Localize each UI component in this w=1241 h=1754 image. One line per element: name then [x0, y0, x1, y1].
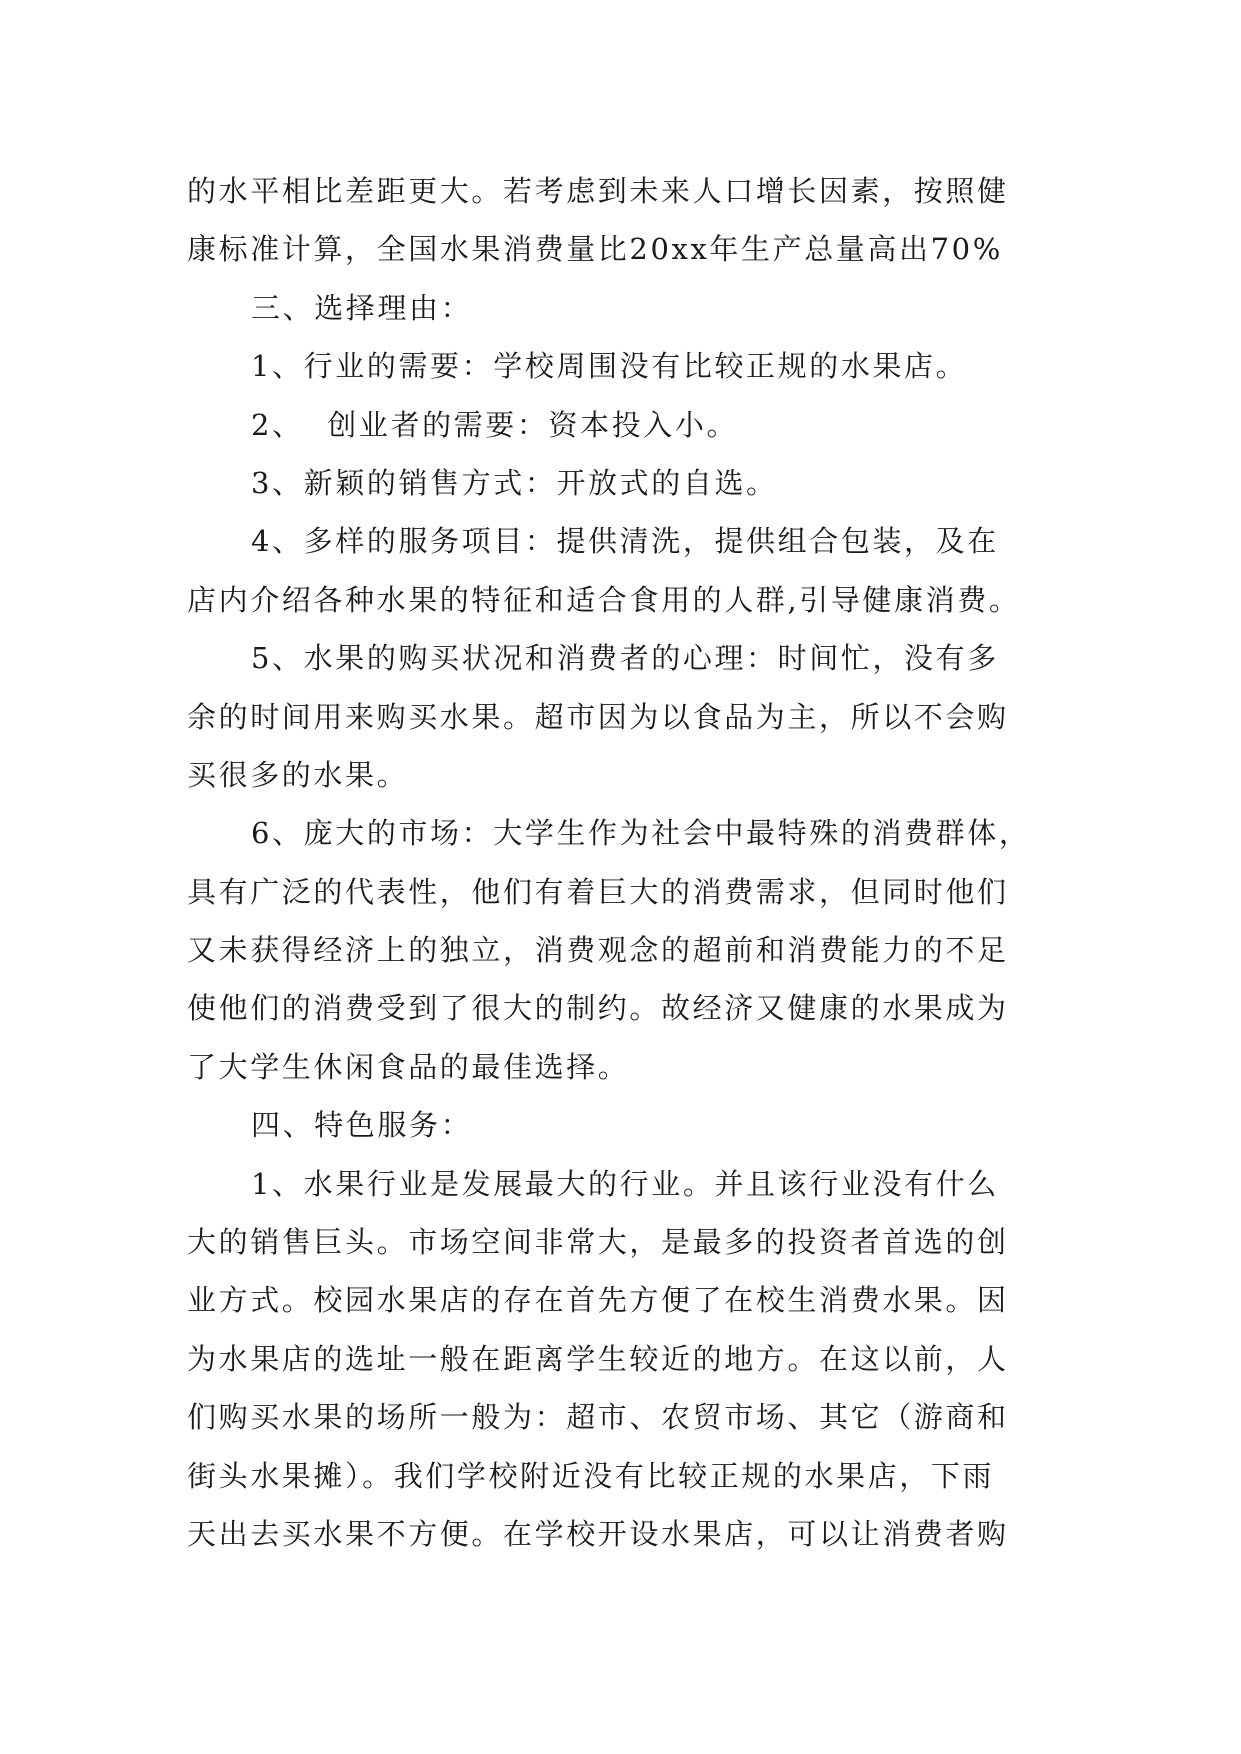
text-line: 2、 创业者的需要：资本投入小。 — [251, 407, 739, 442]
text-line: 买很多的水果。 — [187, 757, 409, 792]
text-line: 4、多样的服务项目：提供清洗，提供组合包装，及在 — [251, 524, 999, 559]
text-line: 1、水果行业是发展最大的行业。并且该行业没有什么 — [251, 1166, 999, 1201]
text-line: 业方式。校园水果店的存在首先方便了在校生消费水果。因 — [187, 1283, 1009, 1318]
text-line: 3、新颖的销售方式：开放式的自选。 — [251, 465, 778, 500]
text-line: 的水平相比差距更大。若考虑到未来人口增长因素，按照健 — [187, 174, 1009, 208]
text-line: 为水果店的选址一般在距离学生较近的地方。在这以前，人 — [187, 1341, 1009, 1376]
text-line: 5、水果的购买状况和消费者的心理：时间忙，没有多 — [251, 641, 999, 676]
text-line: 们购买水果的场所一般为：超市、农贸市场、其它（游商和 — [187, 1400, 1009, 1435]
text-line: 6、庞大的市场：大学生作为社会中最特殊的消费群体， — [251, 816, 1031, 851]
text-line: 了大学生休闲食品的最佳选择。 — [187, 1049, 630, 1084]
text-line: 店内介绍各种水果的特征和适合食用的人群,引导健康消费。 — [187, 582, 1021, 617]
text-line: 使他们的消费受到了很大的制约。故经济又健康的水果成为 — [187, 991, 1009, 1026]
text-line: 1、行业的需要：学校周围没有比较正规的水果店。 — [251, 349, 968, 384]
section-heading: 四、特色服务： — [251, 1108, 473, 1143]
text-line: 天出去买水果不方便。在学校开设水果店，可以让消费者购 — [187, 1516, 1009, 1551]
text-line: 余的时间用来购买水果。超市因为以食品为主，所以不会购 — [187, 699, 1009, 734]
section-heading: 三、选择理由： — [251, 290, 473, 325]
text-line: 大的销售巨头。市场空间非常大，是最多的投资者首选的创 — [187, 1225, 1009, 1260]
body-text — [187, 162, 1057, 1563]
text-line: 具有广泛的代表性，他们有着巨大的消费需求，但同时他们 — [187, 874, 1009, 909]
text-line: 康标准计算，全国水果消费量比20xx年生产总量高出70% — [187, 232, 1003, 267]
text-line: 街头水果摊）。我们学校附近没有比较正规的水果店，下雨 — [187, 1458, 995, 1493]
text-line: 又未获得经济上的独立，消费观念的超前和消费能力的不足 — [187, 933, 1009, 968]
